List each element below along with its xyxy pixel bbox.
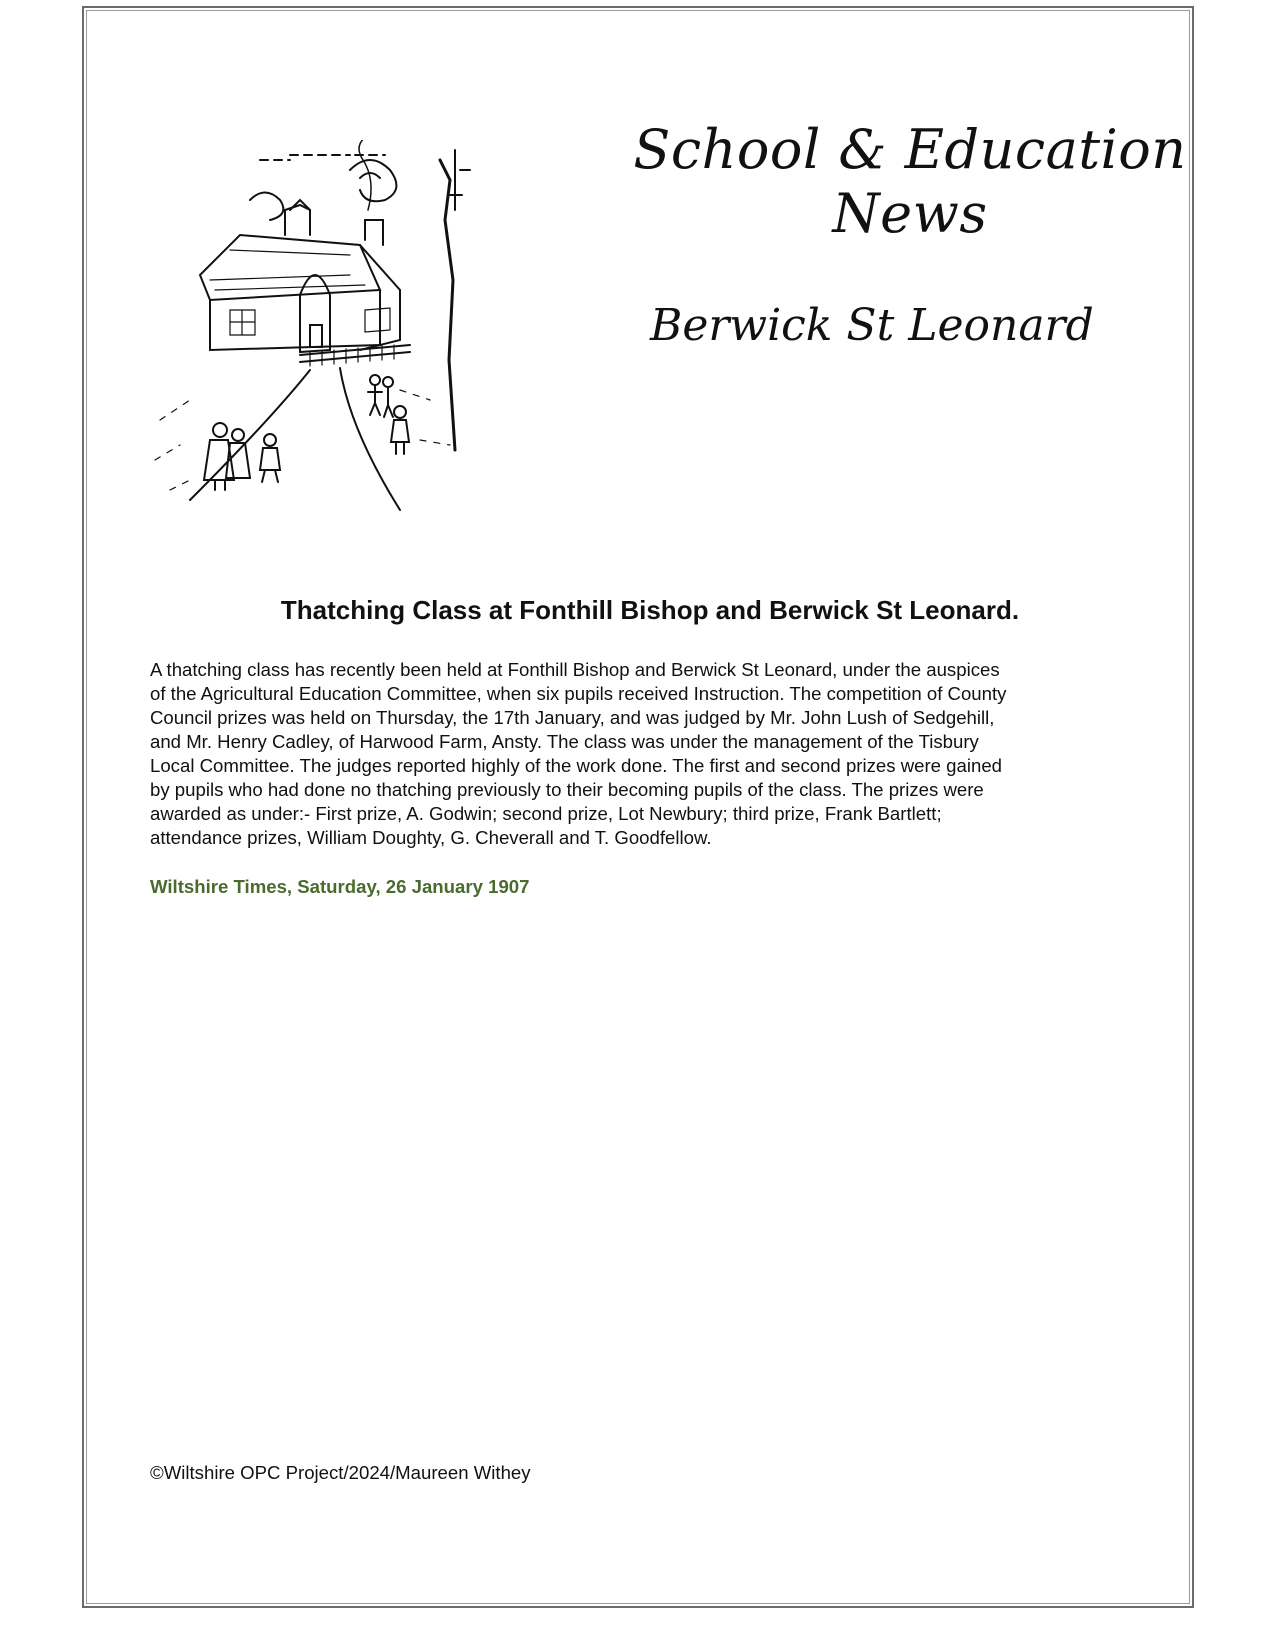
article-body-line: by pupils who had done no thatching previously to their becoming pupils of the class. The prizes were	[150, 779, 984, 800]
article-body-line: awarded as under:- First prize, A. Godwin; second prize, Lot Newbury; third prize, Frank Bartlett;	[150, 803, 942, 824]
article-source: Wiltshire Times, Saturday, 26 January 1907	[150, 876, 530, 897]
copyright-notice: ©Wiltshire OPC Project/2024/Maureen Withey	[150, 1462, 531, 1483]
article-body-line: A thatching class has recently been held at Fonthill Bishop and Berwick St Leonard, under the auspices	[150, 659, 1000, 680]
article-body-line: Council prizes was held on Thursday, the 17th January, and was judged by Mr. John Lush of Sedgehill,	[150, 707, 995, 728]
article-body-line: Local Committee. The judges reported highly of the work done. The first and second prizes were gained	[150, 755, 1003, 776]
article-body-line: and Mr. Henry Cadley, of Harwood Farm, Ansty. The class was under the management of the Tisbury	[150, 731, 979, 752]
title-line-2: News	[832, 182, 988, 245]
article-headline: Thatching Class at Fonthill Bishop and Berwick St Leonard.	[280, 595, 1020, 625]
page-title	[630, 118, 1190, 246]
article-body-line: attendance prizes, William Doughty, G. Cheverall and T. Goodfellow.	[150, 827, 712, 848]
article-body-line: of the Agricultural Education Committee, when six pupils received Instruction. The competition of County	[150, 683, 1007, 704]
page-subtitle: Berwick St Leonard	[650, 300, 1094, 351]
title-line-1: School & Education	[633, 118, 1187, 181]
school-house-sketch-icon	[150, 140, 480, 520]
article-body	[150, 658, 1130, 850]
